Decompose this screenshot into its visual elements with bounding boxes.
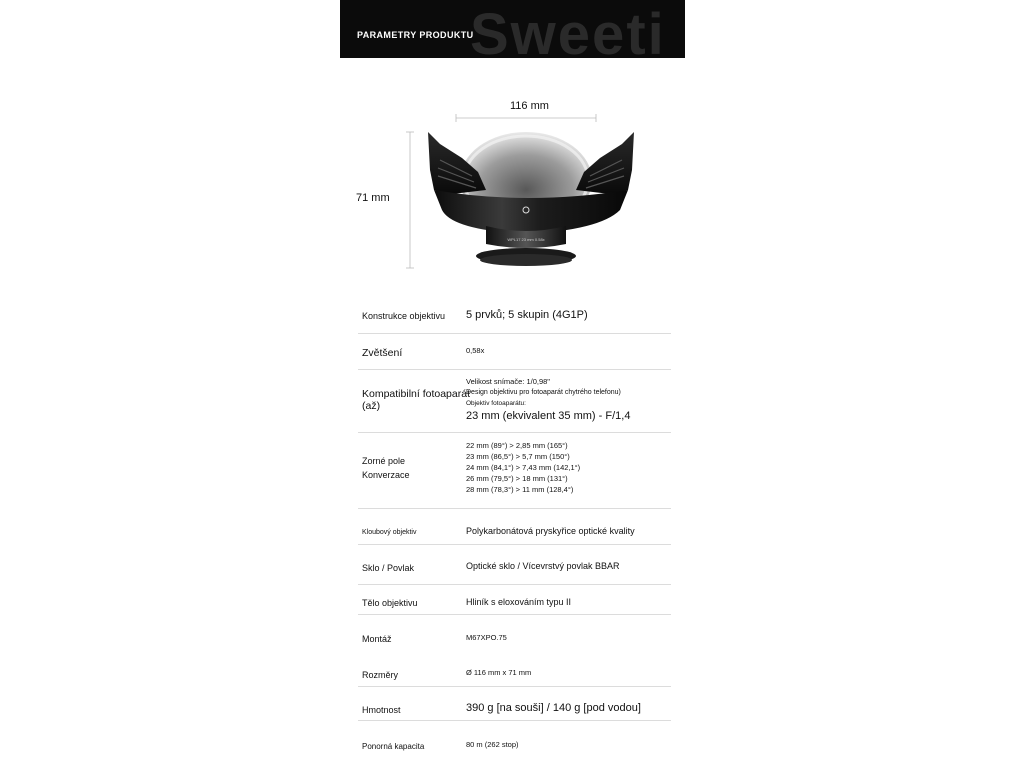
spec-label: Kloubový objektiv bbox=[362, 529, 417, 536]
spec-row-dome bbox=[358, 512, 671, 545]
spec-value-line: Objektiv fotoaparátu: bbox=[466, 400, 526, 407]
spec-value: Hliník s eloxováním typu II bbox=[466, 597, 572, 607]
spec-value: 80 m (262 stop) bbox=[466, 740, 519, 749]
brand-watermark: Sweeti bbox=[470, 2, 666, 58]
spec-value-list bbox=[466, 376, 671, 423]
spec-label: Sklo / Povlak bbox=[362, 563, 415, 573]
spec-value: M67XPO.75 bbox=[466, 633, 507, 642]
spec-row-dimensions bbox=[358, 652, 671, 687]
spec-row-field-of-view bbox=[358, 436, 671, 509]
spec-label: Montáž bbox=[362, 634, 392, 644]
lens-marking: WPL17 23 mm 0.58x bbox=[507, 237, 545, 242]
spec-value: Optické sklo / Vícevrstvý povlak BBAR bbox=[466, 561, 620, 571]
spec-label: Konstrukce objektivu bbox=[362, 311, 446, 321]
spec-value-line: 23 mm (ekvivalent 35 mm) - F/1,4 bbox=[466, 410, 631, 422]
spec-value-line: 28 mm (78,3°) > 11 mm (128,4°) bbox=[466, 485, 574, 494]
spec-row-magnification bbox=[358, 334, 671, 370]
spec-value-list bbox=[466, 440, 580, 495]
spec-row-mount bbox=[358, 618, 671, 650]
spec-value: 0,58x bbox=[466, 346, 485, 355]
spec-value: 5 prvků; 5 skupin (4G1P) bbox=[466, 309, 588, 321]
spec-value-line: Velikost snímače: 1/0,98" bbox=[466, 377, 550, 386]
spec-value: Ø 116 mm x 71 mm bbox=[466, 668, 532, 677]
lens-product-image bbox=[400, 110, 650, 275]
spec-label: Ponorná kapacita bbox=[362, 742, 425, 751]
spec-value-line: 26 mm (79,5°) > 18 mm (131°) bbox=[466, 474, 568, 483]
spec-value: 390 g [na souši] / 140 g [pod vodou] bbox=[466, 702, 641, 714]
header-bar bbox=[340, 0, 685, 58]
width-dimension-label: 116 mm bbox=[510, 100, 549, 112]
spec-value: Polykarbonátová pryskyřice optické kvality bbox=[466, 526, 635, 536]
spec-row-depth-rating bbox=[358, 730, 671, 760]
height-dimension-label: 71 mm bbox=[356, 192, 390, 204]
spec-row-lens-body bbox=[358, 586, 671, 615]
spec-label: Zvětšení bbox=[362, 347, 403, 359]
spec-value-line: 22 mm (89°) > 2,85 mm (165°) bbox=[466, 441, 568, 450]
spec-row-construction bbox=[358, 298, 671, 334]
spec-label: Tělo objektivu bbox=[362, 598, 418, 608]
spec-value-line: 24 mm (84,1°) > 7,43 mm (142,1°) bbox=[466, 463, 581, 472]
spec-label bbox=[362, 454, 410, 482]
spec-label: Kompatibilní fotoaparát (až) bbox=[362, 388, 470, 412]
spec-label-line: Konverzace bbox=[362, 470, 410, 480]
spec-label-line: Zorné pole bbox=[362, 456, 406, 466]
section-title: PARAMETRY PRODUKTU bbox=[357, 30, 474, 40]
product-spec-page bbox=[340, 0, 685, 768]
spec-row-compatible-camera bbox=[358, 370, 671, 433]
spec-label: Hmotnost bbox=[362, 705, 401, 715]
spec-value-line: Design objektivu pro fotoaparát chytrého telefonu) bbox=[466, 389, 621, 396]
spec-label: Rozměry bbox=[362, 670, 399, 680]
spec-row-weight bbox=[358, 690, 671, 721]
spec-value-line: 23 mm (86,5°) > 5,7 mm (150°) bbox=[466, 452, 570, 461]
spec-row-glass-coating bbox=[358, 548, 671, 585]
